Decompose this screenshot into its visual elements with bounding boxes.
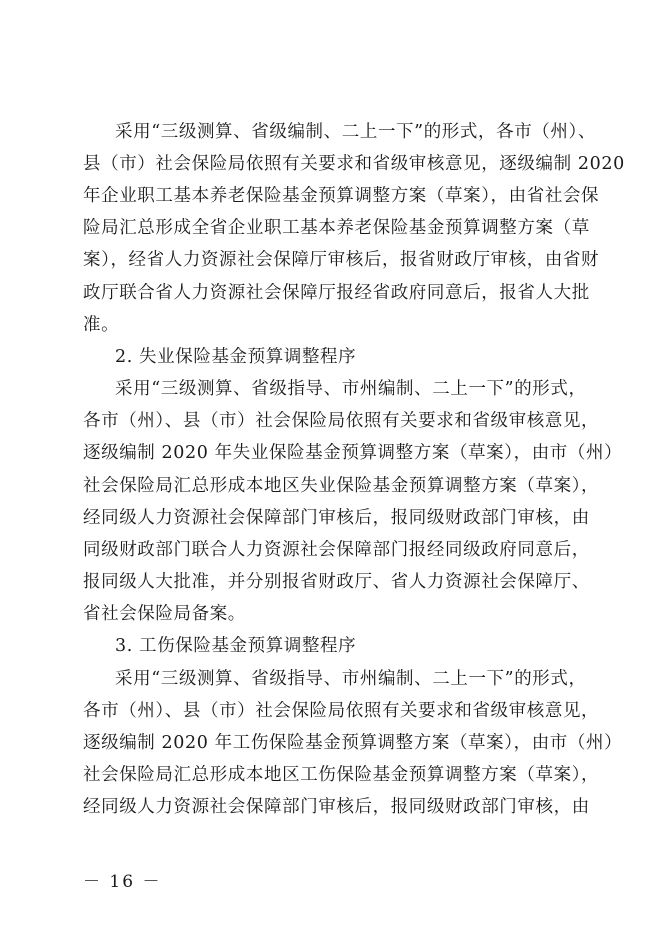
paragraph-line: 政厅联合省人力资源社会保障厅报经省政府同意后，报省人大批 — [83, 283, 590, 303]
paragraph-line: 逐级编制 2020 年失业保险基金预算调整方案（草案），由市（州） — [83, 443, 623, 463]
paragraph-line: 社会保险局汇总形成本地区工伤保险基金预算调整方案（草案）， — [83, 765, 600, 785]
paragraph-line: 采用“三级测算、省级指导、市州编制、二上一下”的形式， — [115, 379, 587, 399]
paragraph-line: 险局汇总形成全省企业职工基本养老保险基金预算调整方案（草 — [83, 218, 590, 238]
paragraph-line: 经同级人力资源社会保障部门审核后，报同级财政部门审核，由 — [83, 797, 590, 817]
paragraph-line: 县（市）社会保险局依照有关要求和省级审核意见，逐级编制 2020 — [83, 154, 625, 174]
paragraph-line: 报同级人大批准，并分别报省财政厅、省人力资源社会保障厅、 — [83, 572, 590, 592]
paragraph-line: 采用“三级测算、省级指导、市州编制、二上一下”的形式， — [115, 669, 587, 689]
paragraph-line: 逐级编制 2020 年工伤保险基金预算调整方案（草案），由市（州） — [83, 733, 623, 753]
page-number: － 16 － — [83, 872, 162, 892]
paragraph-line: 年企业职工基本养老保险基金预算调整方案（草案），由省社会保 — [83, 186, 600, 206]
paragraph-line: 采用“三级测算、省级编制、二上一下”的形式，各市（州）、 — [115, 122, 596, 142]
paragraph-line: 案），经省人力资源社会保障厅审核后，报省财政厅审核，由省财 — [83, 250, 600, 270]
paragraph-line: 各市（州）、县（市）社会保险局依照有关要求和省级审核意见， — [83, 701, 600, 721]
paragraph-line: 准。 — [83, 315, 120, 335]
paragraph-line: 省社会保险局备案。 — [83, 604, 246, 624]
paragraph-line: 各市（州）、县（市）社会保险局依照有关要求和省级审核意见， — [83, 411, 600, 431]
section-heading: 3. 工伤保险基金预算调整程序 — [115, 636, 357, 656]
paragraph-line: 经同级人力资源社会保障部门审核后，报同级财政部门审核，由 — [83, 508, 590, 528]
section-heading: 2. 失业保险基金预算调整程序 — [115, 347, 357, 367]
paragraph-line: 同级财政部门联合人力资源社会保障部门报经同级政府同意后， — [83, 540, 590, 560]
paragraph-line: 社会保险局汇总形成本地区失业保险基金预算调整方案（草案）， — [83, 476, 600, 496]
